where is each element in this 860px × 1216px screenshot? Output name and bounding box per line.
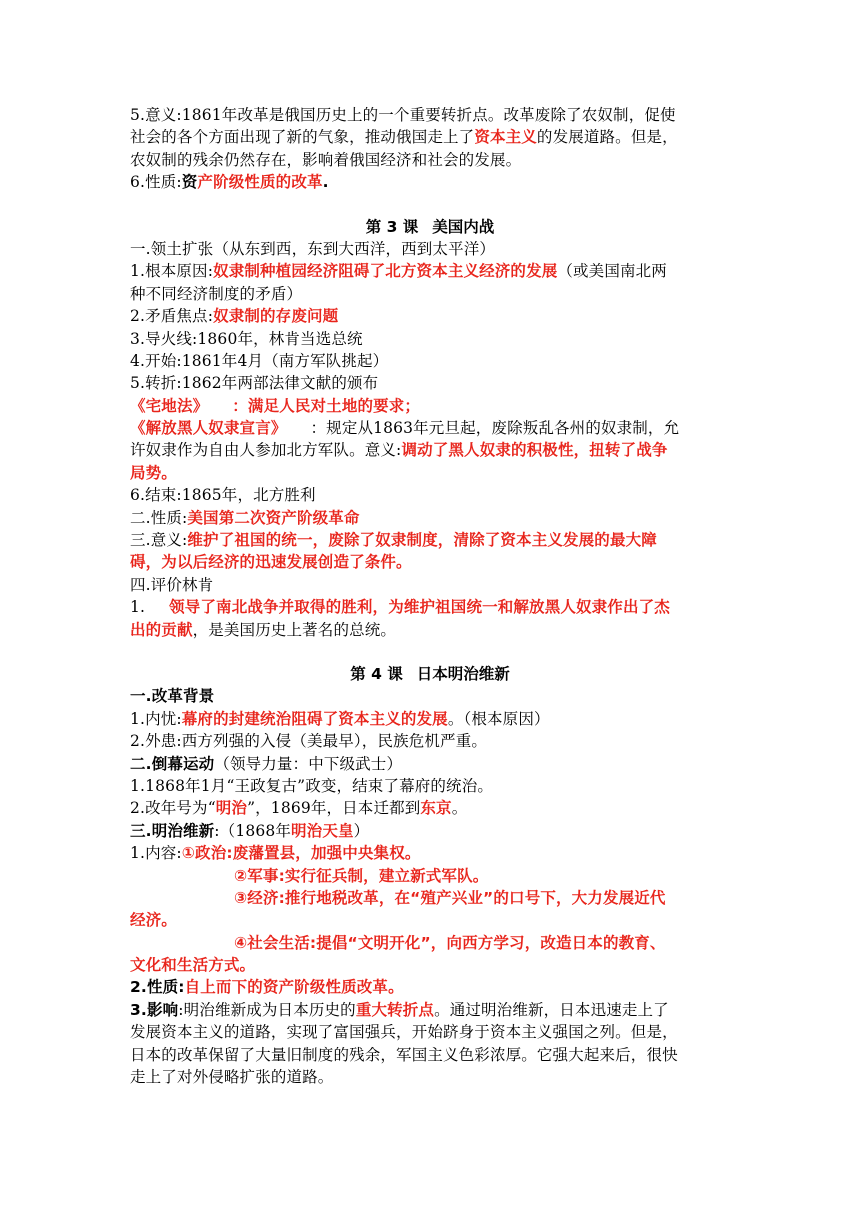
highlight-text: 碍，为以后经济的迅速发展创造了条件。: [130, 553, 412, 572]
text: 许奴隶作为自由人参加北方军队。意义:: [130, 441, 402, 460]
text: 的发展道路。但是，: [536, 128, 678, 147]
paragraph-line: [130, 171, 730, 193]
lesson-name: 美国内战: [432, 217, 495, 236]
paragraph-line: [130, 350, 730, 372]
document-page: [130, 104, 730, 1088]
highlight-text: 《解放黑人奴隶宣言》: [130, 419, 287, 438]
paragraph-line: [130, 372, 730, 394]
paragraph-line: [130, 395, 730, 417]
text: 发展资本主义的道路，实现了富国强兵，开始跻身于资本主义强国之列。但是，: [130, 1023, 678, 1042]
section-heading: 3.影响: [130, 1000, 179, 1019]
paragraph-line: [130, 954, 730, 976]
lesson-number: 第 3 课: [365, 217, 419, 236]
text: 。（根本原因）: [447, 709, 550, 728]
paragraph-line: [130, 149, 730, 171]
highlight-text: 重大转折点: [355, 1000, 435, 1019]
text: 4.开始:1861年4月（南方军队挑起）: [130, 351, 389, 370]
highlight-text: 明治天皇: [291, 821, 354, 840]
text: 5.意义:1861年改革是俄国历史上的一个重要转折点。改革废除了农奴制，促使: [130, 106, 676, 124]
paragraph-line: [130, 238, 730, 260]
lesson-name: 日本明治维新: [416, 664, 510, 683]
paragraph-line: [130, 685, 730, 707]
text: 6.性质:: [130, 173, 182, 192]
paragraph-line: [130, 775, 730, 797]
highlight-text: ④社会生活:提倡“文明开化”，向西方学习，改造日本的教育、: [234, 933, 666, 952]
highlight-text: 美国第二次资产阶级革命: [187, 508, 360, 527]
highlight-text: 《宅地法》: [130, 396, 209, 415]
paragraph-line: [130, 439, 730, 461]
text: ：规定从1863年元旦起，废除叛乱各州的奴隶制，允: [310, 419, 680, 438]
paragraph-line: [130, 887, 730, 909]
text: :（1868年: [214, 821, 292, 840]
paragraph-line: [130, 283, 730, 305]
text: 三.意义:: [130, 531, 188, 550]
text: 二.性质:: [130, 508, 188, 527]
paragraph-line: [130, 708, 730, 730]
highlight-text: 调动了黑人奴隶的积极性，扭转了战争: [401, 441, 668, 460]
paragraph-line: [130, 842, 730, 864]
paragraph-line: [130, 305, 730, 327]
text: ”，1869年，日本迁都到: [247, 799, 421, 818]
text: 6.结束:1865年，北方胜利: [130, 486, 316, 505]
text: 5.转折:1862年两部法律文献的颁布: [130, 374, 379, 393]
text: 种不同经济制度的矛盾）: [130, 284, 303, 303]
paragraph-line: [130, 484, 730, 506]
paragraph-line: [130, 1044, 730, 1066]
highlight-text: 资本主义: [474, 128, 537, 147]
text: ，是美国历史上著名的总统。: [192, 620, 397, 639]
text: （或美国南北两: [557, 262, 667, 281]
section-heading: 三.明治维新: [130, 821, 215, 840]
paragraph-line: [130, 820, 730, 842]
paragraph-line: [130, 753, 730, 775]
text: 3.导火线:1860年，林肯当选总统: [130, 329, 363, 348]
paragraph-line: [130, 619, 730, 641]
paragraph-line: [130, 932, 730, 954]
highlight-text: 东京: [420, 799, 452, 818]
highlight-text: 经济。: [130, 911, 177, 930]
text: 2.外患:西方列强的入侵（美最早），民族危机严重。: [130, 732, 488, 751]
lesson-title: [130, 663, 730, 685]
highlight-text: ①政治:废藩置县，加强中央集权。: [181, 844, 421, 863]
paragraph-line: [130, 730, 730, 752]
text: 1.: [130, 598, 146, 617]
section-heading: 一.改革背景: [130, 687, 215, 706]
section-heading: 二.倒幕运动: [130, 754, 215, 773]
highlight-text: 自上而下的资产阶级性质改革。: [184, 978, 404, 997]
text: （领导力量：中下级武士）: [214, 754, 403, 773]
highlight-text: ③经济:推行地税改革，在“殖产兴业”的口号下，大力发展近代: [234, 888, 666, 907]
paragraph-line: [130, 260, 730, 282]
paragraph-line: [130, 417, 730, 439]
text: :明治维新成为日本历史的: [178, 1000, 356, 1019]
paragraph-line: [130, 104, 730, 126]
paragraph-line: [130, 797, 730, 819]
text: 农奴制的残余仍然存在，影响着俄国经济和社会的发展。: [130, 150, 522, 169]
text: 日本的改革保留了大量旧制度的残余，军国主义色彩浓厚。它强大起来后，很快: [130, 1045, 678, 1064]
paragraph-line: [130, 507, 730, 529]
highlight-text: 产阶级性质的改革: [197, 173, 323, 192]
highlight-text: 奴隶制种植园经济阻碍了北方资本主义经济的发展: [213, 262, 558, 281]
highlight-text: 维护了祖国的统一，废除了奴隶制度，清除了资本主义发展的最大障: [187, 531, 657, 550]
paragraph-line: [130, 126, 730, 148]
highlight-text: ②军事:实行征兵制，建立新式军队。: [234, 866, 489, 885]
paragraph-line: [130, 529, 730, 551]
lesson-title: [130, 216, 730, 238]
section-heading: 2.性质:: [130, 978, 185, 997]
paragraph-line: [130, 596, 730, 618]
highlight-text: 出的贡献: [130, 620, 193, 639]
text: 四.评价林肯: [130, 575, 214, 594]
text: 1.根本原因:: [130, 262, 214, 281]
highlight-text: 幕府的封建统治阻碍了资本主义的发展: [181, 709, 448, 728]
text: 。通过明治维新，日本迅速走上了: [434, 1000, 669, 1019]
lesson-number: 第 4 课: [350, 664, 403, 683]
paragraph-line: [130, 976, 730, 998]
highlight-text: 奴隶制的存废问题: [213, 307, 339, 326]
paragraph-line: [130, 462, 730, 484]
highlight-text: 文化和生活方式。: [130, 956, 256, 975]
highlight-text: 局势。: [130, 463, 177, 482]
text: 社会的各个方面出现了新的气象，推动俄国走上了: [130, 128, 475, 147]
text: 走上了对外侵略扩张的道路。: [130, 1068, 334, 1087]
text: 2.矛盾焦点:: [130, 307, 214, 326]
bold-text: .: [322, 173, 329, 192]
paragraph-line: [130, 1021, 730, 1043]
paragraph-line: [130, 574, 730, 596]
bold-text: 资: [181, 173, 198, 192]
text: 1.内忧:: [130, 709, 182, 728]
paragraph-line: [130, 909, 730, 931]
text: 2.改年号为“: [130, 799, 216, 818]
highlight-text: 领导了南北战争并取得的胜利，为维护祖国统一和解放黑人奴隶作出了杰: [169, 598, 670, 617]
text: 1.1868年1月“王政复古”政变，结束了幕府的统治。: [130, 776, 493, 795]
highlight-text: 明治: [215, 799, 248, 818]
text: 。: [451, 799, 468, 818]
paragraph-line: [130, 865, 730, 887]
text: 1.内容:: [130, 844, 182, 863]
paragraph-line: [130, 1066, 730, 1088]
paragraph-line: [130, 328, 730, 350]
paragraph-line: [130, 551, 730, 573]
paragraph-line: [130, 999, 730, 1021]
highlight-text: ：满足人民对土地的要求；: [232, 396, 421, 415]
text: ）: [353, 821, 370, 840]
text: 一.领土扩张（从东到西，东到大西洋，西到太平洋）: [130, 239, 496, 258]
